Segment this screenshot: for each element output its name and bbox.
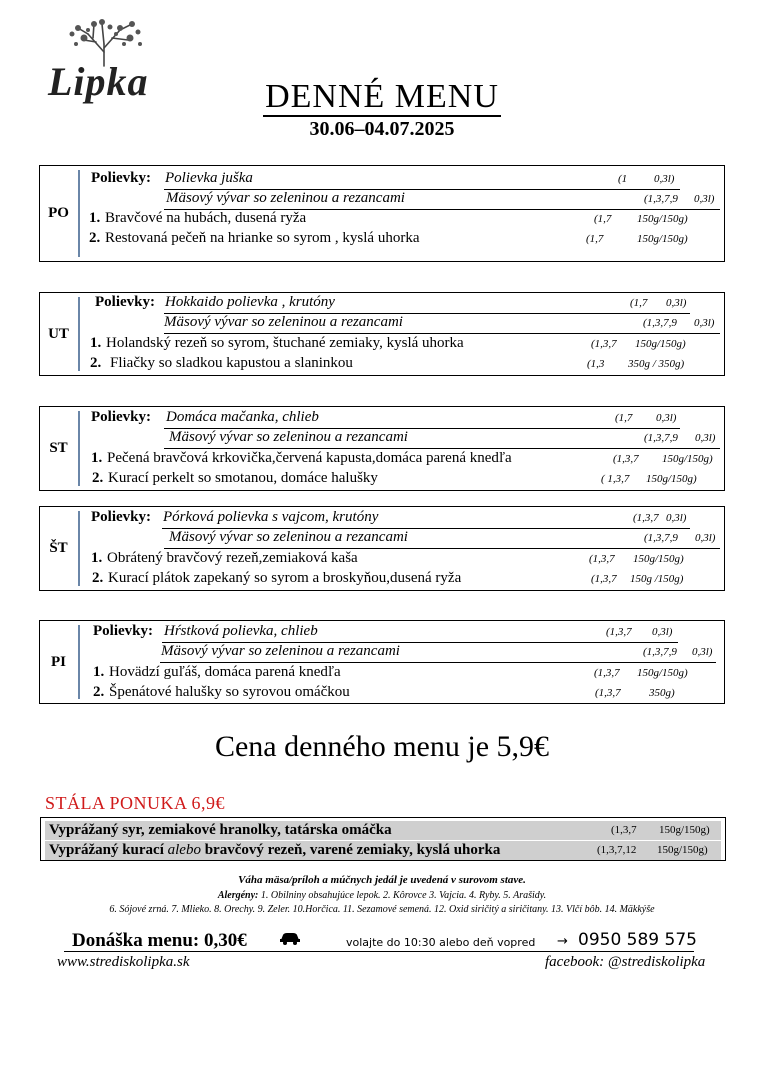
soup-1-allergens: (1,3,7	[633, 512, 659, 524]
phone-number[interactable]: 0950 589 575	[578, 930, 697, 950]
day-block-ut	[39, 292, 725, 376]
soup-label: Polievky:	[93, 623, 153, 639]
call-instructions: volajte do 10:30 alebo deň vopred	[346, 936, 536, 949]
standing-offer-allergens: (1,3,7	[611, 824, 637, 836]
meal-1-number: 1.	[89, 210, 101, 226]
meal-2-number: 2.	[89, 230, 101, 246]
meal-2-allergens: (1,7	[586, 233, 604, 245]
underline	[164, 448, 720, 449]
meal-1-name: Holandský rezeň so syrom, štuchané zemiaky, kyslá uhorka	[106, 335, 464, 351]
standing-offer-amount: 150g/150g)	[657, 844, 708, 856]
menu-dates: 30.06–04.07.2025	[309, 118, 455, 140]
soup-1-allergens: (1,3,7	[606, 626, 632, 638]
standing-offer-item-name: Vyprážaný kurací alebo bravčový rezeň, varené zemiaky, kyslá uhorka	[49, 842, 501, 858]
soup-2-allergens: (1,3,7,9	[644, 532, 678, 544]
standing-offer-title: STÁLA PONUKA 6,9€	[45, 793, 226, 813]
allergens-legend-2: 6. Sójové zrná. 7. Mlieko. 8. Orechy. 9. Zeler. 10.Horčica. 11. Sezamové semená. 12. Oxid siričitý a siričitany. 13. Vlčí bôb. 14. Mäkkýše	[109, 904, 655, 915]
meal-1-amount: 150g/150g)	[637, 667, 688, 679]
meal-2-name: Fliačky so sladkou kapustou a slaninkou	[110, 355, 353, 371]
soup-1-name: Hokkaido polievka , krutóny	[165, 294, 335, 310]
website-link[interactable]: www.strediskolipka.sk	[57, 954, 190, 970]
soup-2-amount: 0,3l)	[692, 646, 713, 658]
day-code: PI	[51, 653, 66, 670]
meal-1-name: Obrátený bravčový rezeň,zemiaková kaša	[107, 550, 358, 566]
soup-1-amount: 0,3l)	[652, 626, 673, 638]
menu-price: Cena denného menu je 5,9€	[214, 730, 550, 763]
meal-1-allergens: (1,3,7	[613, 453, 639, 465]
soup-2-allergens: (1,3,7,9	[643, 646, 677, 658]
soup-1-allergens: (1	[618, 173, 628, 185]
standing-offer-box	[40, 817, 726, 861]
meal-1-allergens: (1,7	[594, 213, 612, 225]
meal-1-amount: 150g/150g)	[662, 453, 713, 465]
soup-1-amount: 0,3l)	[656, 412, 677, 424]
meal-2-number: 2.	[92, 470, 104, 486]
soup-1-name: Domáca mačanka, chlieb	[166, 409, 319, 425]
soup-2-allergens: (1,3,7,9	[644, 193, 678, 205]
soup-2-amount: 0,3l)	[695, 532, 716, 544]
standing-offer-item	[45, 841, 721, 860]
meal-2-name: Restovaná pečeň na hrianke so syrom , kyslá uhorka	[105, 230, 420, 246]
standing-offer-item	[45, 821, 721, 840]
soup-1-allergens: (1,7	[630, 297, 648, 309]
soup-2-allergens: (1,3,7,9	[643, 317, 677, 329]
standing-offer-allergens: (1,3,7,12	[597, 844, 637, 856]
meal-1-number: 1.	[90, 335, 102, 351]
soup-2-name: Mäsový vývar so zeleninou a rezancami	[164, 314, 403, 330]
day-block-po	[39, 165, 725, 262]
meal-1-amount: 150g/150g)	[633, 553, 684, 565]
soup-label: Polievky:	[91, 409, 151, 425]
facebook-link[interactable]: facebook: @strediskolipka	[545, 954, 706, 970]
soup-2-name: Mäsový vývar so zeleninou a rezancami	[166, 190, 405, 206]
meal-2-number: 2.	[93, 684, 105, 700]
meal-2-number: 2.	[90, 355, 102, 371]
meal-1-allergens: (1,3,7	[591, 338, 617, 350]
day-code: PO	[48, 205, 69, 221]
soup-label: Polievky:	[95, 294, 155, 310]
allergens-legend: Alergény: 1. Obilniny obsahujúce lepok. 2. Kôrovce 3. Vajcia. 4. Ryby. 5. Arašidy.	[217, 890, 547, 901]
soup-1-amount: 0,3l)	[666, 512, 687, 524]
meal-2-amount: 350g)	[649, 687, 675, 699]
meal-2-name: Kurací plátok zapekaný so syrom a broskyňou,dusená ryža	[108, 570, 462, 586]
meal-1-amount: 150g/150g)	[637, 213, 688, 225]
meal-2-name: Kurací perkelt so smotanou, domáce halušky	[108, 470, 378, 486]
delivery-price: Donáška menu: 0,30€	[72, 930, 247, 951]
meal-1-name: Bravčové na hubách, dusená ryža	[105, 210, 307, 226]
underline	[160, 662, 716, 663]
logo-text: Lipka	[48, 59, 149, 104]
soup-1-name: Hŕstková polievka, chlieb	[164, 623, 318, 639]
meal-2-name: Špenátové halušky so syrovou omáčkou	[109, 684, 350, 700]
day-block-pi	[39, 620, 725, 704]
standing-offer-item-name: Vyprážaný syr, zemiakové hranolky, tatárska omáčka	[49, 822, 392, 838]
underline	[164, 333, 720, 334]
soup-2-name: Mäsový vývar so zeleninou a rezancami	[169, 529, 408, 545]
meal-1-name: Pečená bravčová krkovička,červená kapusta,domáca parená knedľa	[107, 450, 512, 466]
meal-1-amount: 150g/150g)	[635, 338, 686, 350]
meal-1-allergens: (1,3,7	[589, 553, 615, 565]
soup-2-allergens: (1,3,7,9	[644, 432, 678, 444]
day-block-st-2	[39, 506, 725, 591]
arrow-right-icon: →	[557, 934, 568, 949]
soup-label: Polievky:	[91, 170, 151, 186]
delivery-underline	[64, 951, 694, 952]
standing-offer-amount: 150g/150g)	[659, 824, 710, 836]
meal-2-allergens: (1,3,7	[595, 687, 621, 699]
meal-1-number: 1.	[93, 664, 105, 680]
meal-1-number: 1.	[91, 550, 103, 566]
soup-2-amount: 0,3l)	[694, 317, 715, 329]
underline	[164, 548, 720, 549]
meal-2-number: 2.	[92, 570, 104, 586]
meal-2-amount: 150g/150g)	[637, 233, 688, 245]
soup-1-amount: 0,3l)	[654, 173, 675, 185]
meal-2-amount: 350g / 350g)	[628, 358, 685, 370]
soup-1-amount: 0,3l)	[666, 297, 687, 309]
car-icon	[279, 931, 301, 945]
meal-2-allergens: (1,3	[587, 358, 605, 370]
day-code: ŠT	[49, 540, 68, 556]
weight-note: Váha mäsa/príloh a múčnych jedál je uvedená v surovom stave.	[238, 874, 526, 886]
soup-label: Polievky:	[91, 509, 151, 525]
soup-2-amount: 0,3l)	[695, 432, 716, 444]
day-block-st	[39, 406, 725, 491]
soup-2-amount: 0,3l)	[694, 193, 715, 205]
soup-1-name: Pórková polievka s vajcom, krutóny	[163, 509, 379, 525]
soup-2-name: Mäsový vývar so zeleninou a rezancami	[161, 643, 400, 659]
day-code: UT	[48, 325, 69, 342]
meal-2-allergens: (1,3,7	[591, 573, 617, 585]
meal-1-allergens: (1,3,7	[594, 667, 620, 679]
meal-2-amount: 150g /150g)	[630, 573, 684, 585]
meal-2-allergens: ( 1,3,7	[601, 473, 630, 485]
day-code: ST	[49, 440, 68, 456]
meal-2-amount: 150g/150g)	[646, 473, 697, 485]
soup-1-name: Polievka juška	[165, 170, 253, 186]
meal-1-number: 1.	[91, 450, 103, 466]
meal-1-name: Hovädzí guľáš, domáca parená knedľa	[109, 664, 341, 680]
page-title: DENNÉ MENU	[265, 78, 499, 115]
soup-1-allergens: (1,7	[615, 412, 633, 424]
soup-2-name: Mäsový vývar so zeleninou a rezancami	[169, 429, 408, 445]
